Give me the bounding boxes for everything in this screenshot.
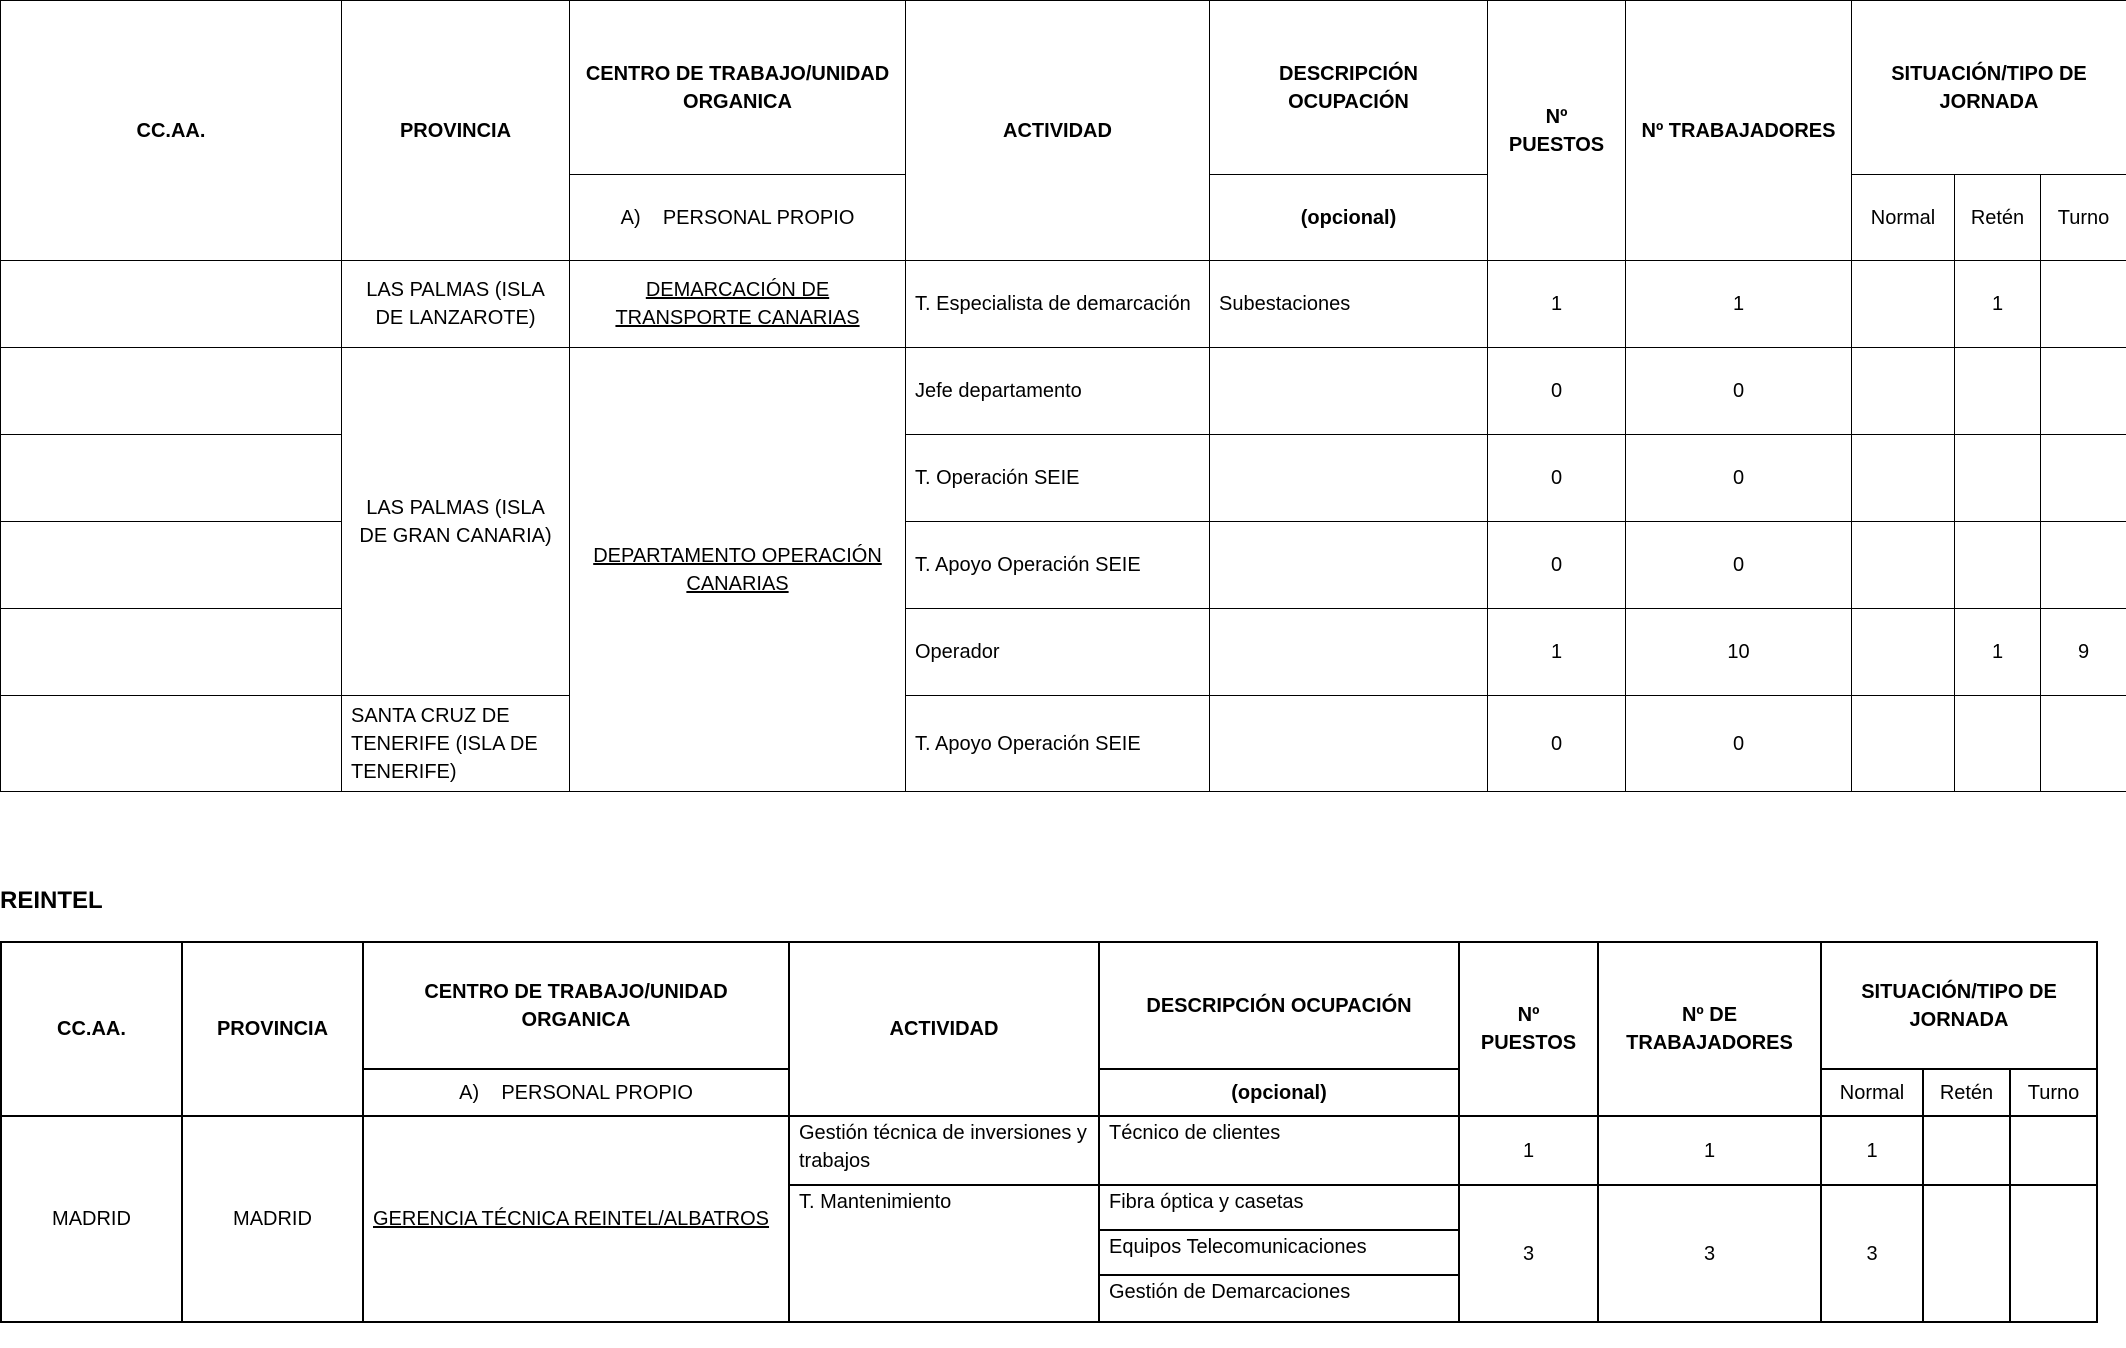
cell-descripcion bbox=[1210, 609, 1488, 696]
cell-reten bbox=[1955, 348, 2041, 435]
cell-normal bbox=[1852, 435, 1955, 522]
cell-normal bbox=[1852, 348, 1955, 435]
cell-trabajadores: 1 bbox=[1626, 261, 1852, 348]
header-descripcion: DESCRIPCIÓN OCUPACIÓN bbox=[1099, 942, 1459, 1069]
cell-actividad: Operador bbox=[906, 609, 1210, 696]
cell-puestos: 3 bbox=[1459, 1185, 1598, 1322]
cell-actividad: T. Operación SEIE bbox=[906, 435, 1210, 522]
cell-provincia: MADRID bbox=[182, 1116, 363, 1322]
cell-puestos: 1 bbox=[1488, 609, 1626, 696]
cell-reten bbox=[1923, 1185, 2010, 1322]
header-puestos: Nº PUESTOS bbox=[1488, 1, 1626, 261]
cell-ccaa bbox=[1, 435, 342, 522]
header-centro: CENTRO DE TRABAJO/UNIDAD ORGANICA bbox=[570, 1, 906, 175]
cell-reten bbox=[1955, 522, 2041, 609]
cell-normal bbox=[1852, 696, 1955, 792]
cell-turno bbox=[2041, 696, 2126, 792]
cell-trabajadores: 3 bbox=[1598, 1185, 1821, 1322]
cell-ccaa bbox=[1, 522, 342, 609]
cell-descripcion bbox=[1210, 348, 1488, 435]
header-actividad: ACTIVIDAD bbox=[906, 1, 1210, 261]
cell-ccaa bbox=[1, 696, 342, 792]
header-turno: Turno bbox=[2010, 1069, 2097, 1116]
cell-turno bbox=[2041, 522, 2126, 609]
cell-descripcion bbox=[1210, 522, 1488, 609]
cell-centro bbox=[363, 1116, 789, 1322]
cell-actividad: Gestión técnica de inversiones y trabajos bbox=[789, 1116, 1099, 1185]
cell-trabajadores: 0 bbox=[1626, 348, 1852, 435]
table-row bbox=[1, 435, 2126, 522]
cell-descripcion: Técnico de clientes bbox=[1099, 1116, 1459, 1185]
cell-normal: 1 bbox=[1821, 1116, 1923, 1185]
cell-puestos: 0 bbox=[1488, 348, 1626, 435]
header-normal: Normal bbox=[1852, 175, 1955, 261]
header-actividad: ACTIVIDAD bbox=[789, 942, 1099, 1116]
cell-actividad: T. Apoyo Operación SEIE bbox=[906, 522, 1210, 609]
cell-ccaa bbox=[1, 609, 342, 696]
cell-provincia: LAS PALMAS (ISLA DE GRAN CANARIA) bbox=[342, 348, 570, 696]
cell-trabajadores: 0 bbox=[1626, 696, 1852, 792]
header-personal-propio: A) PERSONAL PROPIO bbox=[570, 175, 906, 261]
cell-descripcion: Gestión de Demarcaciones bbox=[1099, 1275, 1459, 1322]
cell-reten bbox=[1955, 435, 2041, 522]
centro-link: DEMARCACIÓN DE TRANSPORTE CANARIAS bbox=[615, 279, 860, 329]
header-reten: Retén bbox=[1955, 175, 2041, 261]
cell-reten: 1 bbox=[1955, 261, 2041, 348]
cell-puestos: 0 bbox=[1488, 522, 1626, 609]
header-situacion: SITUACIÓN/TIPO DE JORNADA bbox=[1821, 942, 2097, 1069]
cell-turno bbox=[2041, 435, 2126, 522]
cell-trabajadores: 10 bbox=[1626, 609, 1852, 696]
cell-descripcion bbox=[1210, 696, 1488, 792]
cell-descripcion: Fibra óptica y casetas bbox=[1099, 1185, 1459, 1230]
header-ccaa: CC.AA. bbox=[1, 1, 342, 261]
centro-link: GERENCIA TÉCNICA REINTEL/ALBATROS bbox=[373, 1208, 770, 1230]
header-ccaa: CC.AA. bbox=[1, 942, 182, 1116]
cell-ccaa bbox=[1, 348, 342, 435]
cell-centro bbox=[570, 261, 906, 348]
cell-trabajadores: 0 bbox=[1626, 522, 1852, 609]
header-opcional: (opcional) bbox=[1210, 175, 1488, 261]
header-personal-propio: A) PERSONAL PROPIO bbox=[363, 1069, 789, 1116]
cell-descripcion: Subestaciones bbox=[1210, 261, 1488, 348]
cell-normal bbox=[1852, 609, 1955, 696]
header-descripcion: DESCRIPCIÓN OCUPACIÓN bbox=[1210, 1, 1488, 175]
table-row bbox=[1, 609, 2126, 696]
cell-centro bbox=[570, 348, 906, 792]
table-row bbox=[1, 522, 2126, 609]
cell-puestos: 1 bbox=[1488, 261, 1626, 348]
header-normal: Normal bbox=[1821, 1069, 1923, 1116]
header-turno: Turno bbox=[2041, 175, 2126, 261]
cell-turno bbox=[2010, 1116, 2097, 1185]
cell-provincia: SANTA CRUZ DE TENERIFE (ISLA DE TENERIFE) bbox=[342, 696, 570, 792]
table-row bbox=[1, 348, 2126, 435]
cell-actividad: T. Especialista de demarcación bbox=[906, 261, 1210, 348]
cell-puestos: 1 bbox=[1459, 1116, 1598, 1185]
cell-ccaa: MADRID bbox=[1, 1116, 182, 1322]
cell-normal: 3 bbox=[1821, 1185, 1923, 1322]
cell-turno: 9 bbox=[2041, 609, 2126, 696]
cell-provincia: LAS PALMAS (ISLA DE LANZAROTE) bbox=[342, 261, 570, 348]
header-opcional: (opcional) bbox=[1099, 1069, 1459, 1116]
cell-normal bbox=[1852, 261, 1955, 348]
header-situacion: SITUACIÓN/TIPO DE JORNADA bbox=[1852, 1, 2126, 175]
cell-ccaa bbox=[1, 261, 342, 348]
cell-actividad: T. Mantenimiento bbox=[789, 1185, 1099, 1322]
cell-puestos: 0 bbox=[1488, 435, 1626, 522]
header-trabajadores: Nº TRABAJADORES bbox=[1626, 1, 1852, 261]
cell-reten bbox=[1955, 696, 2041, 792]
table-row bbox=[1, 1116, 2097, 1185]
table-personal-reintel bbox=[0, 941, 2098, 1323]
cell-turno bbox=[2041, 348, 2126, 435]
header-provincia: PROVINCIA bbox=[342, 1, 570, 261]
cell-actividad: T. Apoyo Operación SEIE bbox=[906, 696, 1210, 792]
cell-descripcion bbox=[1210, 435, 1488, 522]
header-provincia: PROVINCIA bbox=[182, 942, 363, 1116]
cell-puestos: 0 bbox=[1488, 696, 1626, 792]
cell-turno bbox=[2010, 1185, 2097, 1322]
header-centro: CENTRO DE TRABAJO/UNIDAD ORGANICA bbox=[363, 942, 789, 1069]
cell-actividad: Jefe departamento bbox=[906, 348, 1210, 435]
header-reten: Retén bbox=[1923, 1069, 2010, 1116]
centro-link: DEPARTAMENTO OPERACIÓN CANARIAS bbox=[593, 544, 882, 595]
cell-normal bbox=[1852, 522, 1955, 609]
header-trabajadores: Nº DE TRABAJADORES bbox=[1598, 942, 1821, 1116]
cell-reten bbox=[1923, 1116, 2010, 1185]
table-row bbox=[1, 261, 2126, 348]
header-puestos: Nº PUESTOS bbox=[1459, 942, 1598, 1116]
cell-trabajadores: 1 bbox=[1598, 1116, 1821, 1185]
cell-trabajadores: 0 bbox=[1626, 435, 1852, 522]
section-title-reintel: REINTEL bbox=[0, 887, 103, 914]
table-row bbox=[1, 696, 2126, 792]
cell-descripcion: Equipos Telecomunicaciones bbox=[1099, 1230, 1459, 1275]
cell-turno bbox=[2041, 261, 2126, 348]
cell-reten: 1 bbox=[1955, 609, 2041, 696]
